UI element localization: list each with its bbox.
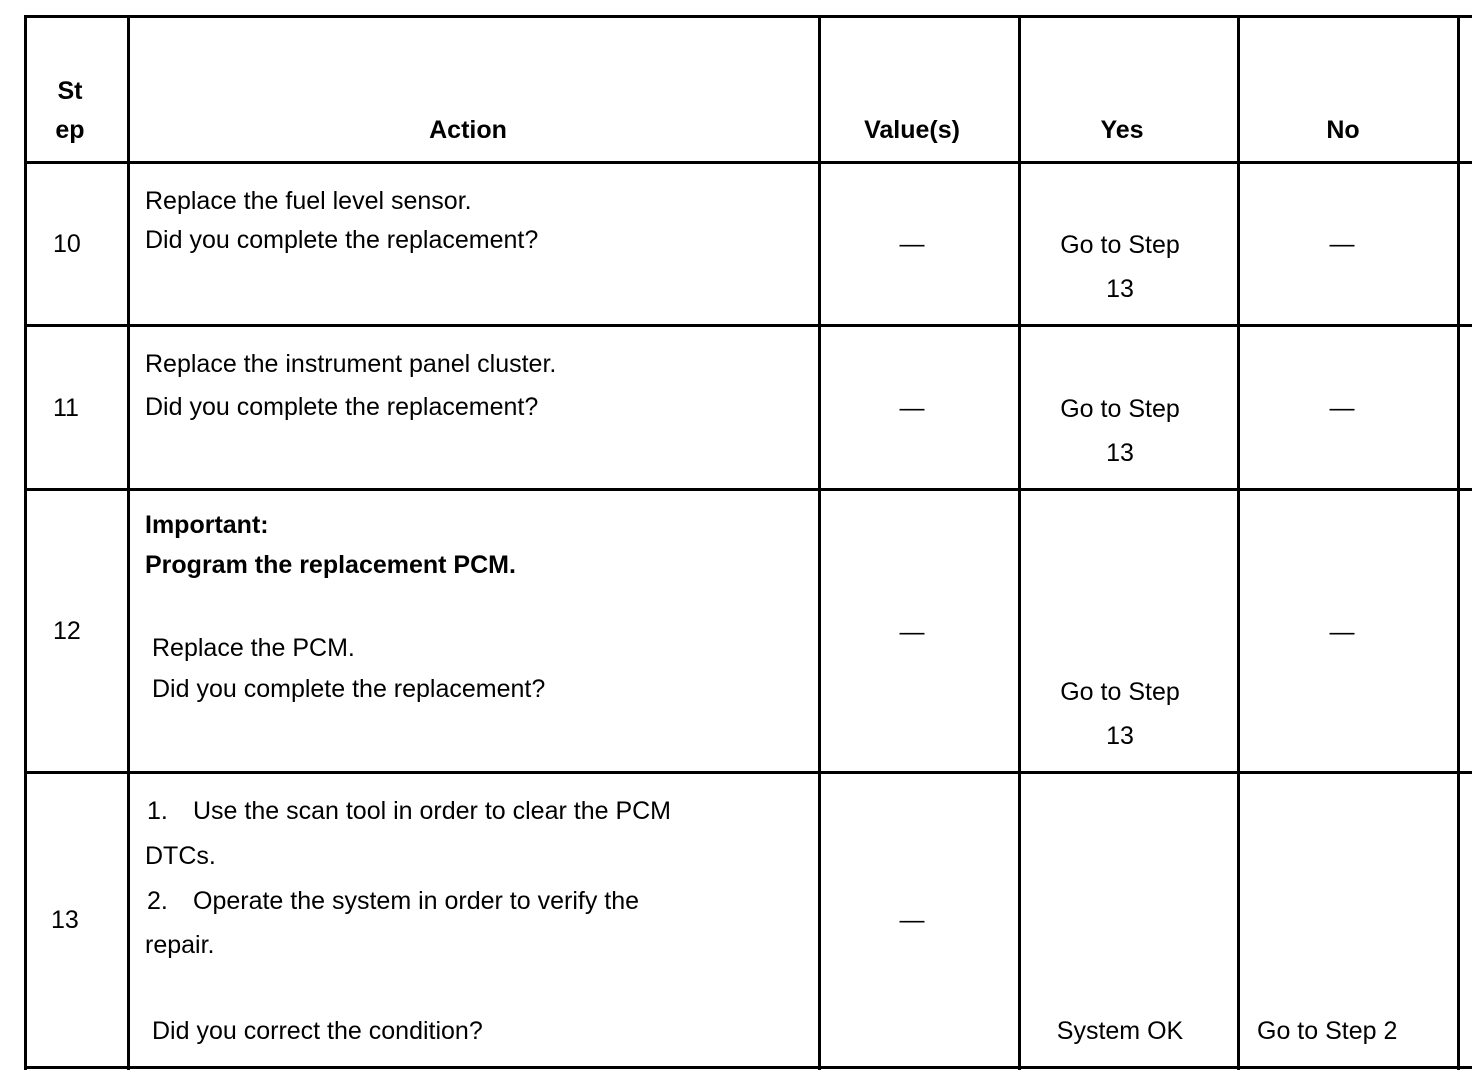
- list-number: 1.: [147, 797, 168, 825]
- list-text: Operate the system in order to verify the: [193, 887, 640, 915]
- column-divider: [1237, 15, 1240, 1070]
- table-border-bottom: [24, 1066, 1472, 1069]
- header-step-line2: ep: [55, 116, 85, 144]
- yes-text: System OK: [1056, 1017, 1184, 1045]
- action-text: Replace the fuel level sensor.: [145, 187, 472, 215]
- yes-text: 13: [1106, 275, 1134, 303]
- action-text: Did you complete the replacement?: [145, 226, 539, 254]
- values-text: —: [899, 618, 925, 646]
- important-note: Program the replacement PCM.: [145, 551, 516, 579]
- column-divider: [1018, 15, 1021, 1070]
- step-number: 13: [51, 906, 79, 934]
- header-action: Action: [429, 116, 507, 144]
- action-text: Did you complete the replacement?: [152, 675, 546, 703]
- table-border-top: [24, 15, 1472, 18]
- step-number: 12: [53, 617, 81, 645]
- values-text: —: [899, 230, 925, 258]
- list-text: Use the scan tool in order to clear the PCM: [193, 797, 672, 825]
- action-text: Replace the instrument panel cluster.: [145, 350, 557, 378]
- header-step-line1: St: [57, 77, 83, 105]
- yes-text: 13: [1106, 439, 1134, 467]
- row-divider: [24, 324, 1472, 327]
- header-values: Value(s): [864, 116, 960, 144]
- table-border-left: [24, 15, 27, 1070]
- list-text: repair.: [145, 931, 215, 959]
- yes-text: Go to Step: [1060, 395, 1180, 423]
- yes-text: 13: [1106, 722, 1134, 750]
- yes-text: Go to Step: [1060, 231, 1180, 259]
- no-text: —: [1329, 618, 1355, 646]
- column-divider: [127, 15, 130, 1070]
- important-label: Important:: [145, 511, 269, 539]
- header-yes: Yes: [1100, 116, 1144, 144]
- action-text: Replace the PCM.: [152, 634, 355, 662]
- no-text: —: [1329, 230, 1355, 258]
- row-divider: [24, 771, 1472, 774]
- row-divider: [24, 488, 1472, 491]
- no-text: —: [1329, 394, 1355, 422]
- step-number: 11: [53, 394, 79, 422]
- no-text: Go to Step 2: [1257, 1017, 1398, 1045]
- action-question: Did you correct the condition?: [152, 1017, 483, 1045]
- step-number: 10: [53, 230, 81, 258]
- values-text: —: [899, 394, 925, 422]
- action-text: Did you complete the replacement?: [145, 393, 539, 421]
- header-divider: [24, 161, 1472, 164]
- yes-text: Go to Step: [1060, 678, 1180, 706]
- table-border-right: [1457, 15, 1460, 1070]
- header-no: No: [1326, 116, 1360, 144]
- list-number: 2.: [147, 887, 168, 915]
- values-text: —: [899, 906, 925, 934]
- list-text: DTCs.: [145, 842, 216, 870]
